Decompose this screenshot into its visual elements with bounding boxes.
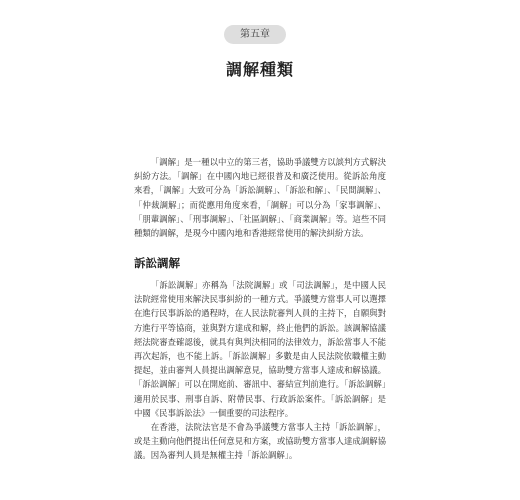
section-text — [134, 278, 386, 463]
intro-text — [134, 155, 386, 240]
intro-paragraph: 「調解」是一種以中立的第三者，協助爭議雙方以談判方式解決糾紛方法。「調解」在中國內地已經很普及和廣泛使用。從訴訟角度來看，「調解」大致可分為「訴訟調解」、「訴訟和解」、「民間調解」、「仲裁調解」；而從應用角度來看，「調解」可以分為「家事調解」、「朋輩調解」、「刑事調解」、「社區調解」、「商業調解」等。這些不同種類的調解，是現今中國內地和香港經常使用的解決糾紛方法。 — [134, 157, 386, 239]
section-heading: 訴訟調解 — [134, 256, 180, 270]
section-paragraph-1: 「訴訟調解」亦稱為「法院調解」或「司法調解」，是中國人民法院經常使用來解決民事糾紛的一種方式。爭議雙方當事人可以選擇在進行民事訴訟的過程時，在人民法院審判人員的主持下，自願與對方進行平等協商，並與對方達成和解，終止他們的訴訟。該調解協議經法院審查確認後，就具有與判決相同的法律效力，訴訟當事人不能再次起訴，也不能上訴。「訴訟調解」多數是由人民法院依職權主動提起，並由審判人員提出調解意見，協助雙方當事人達成和解協議。「訴訟調解」可以在開庭前、審訊中、審結宣判前進行。「訴訟調解」適用於民事、刑事自訴、附帶民事、行政訴訟案件。「訴訟調解」是中國《民事訴訟法》一個重要的司法程序。 — [134, 280, 386, 418]
chapter-label: 第五章 — [224, 25, 286, 44]
chapter-title: 調解種類 — [225, 60, 294, 79]
section-paragraph-2: 在香港，法院法官是不會為爭議雙方當事人主持「訴訟調解」，或是主動向他們提出任何意見和方案，或協助雙方當事人達成調解協議。因為審判人員是無權主持「訴訟調解」。 — [134, 422, 386, 461]
